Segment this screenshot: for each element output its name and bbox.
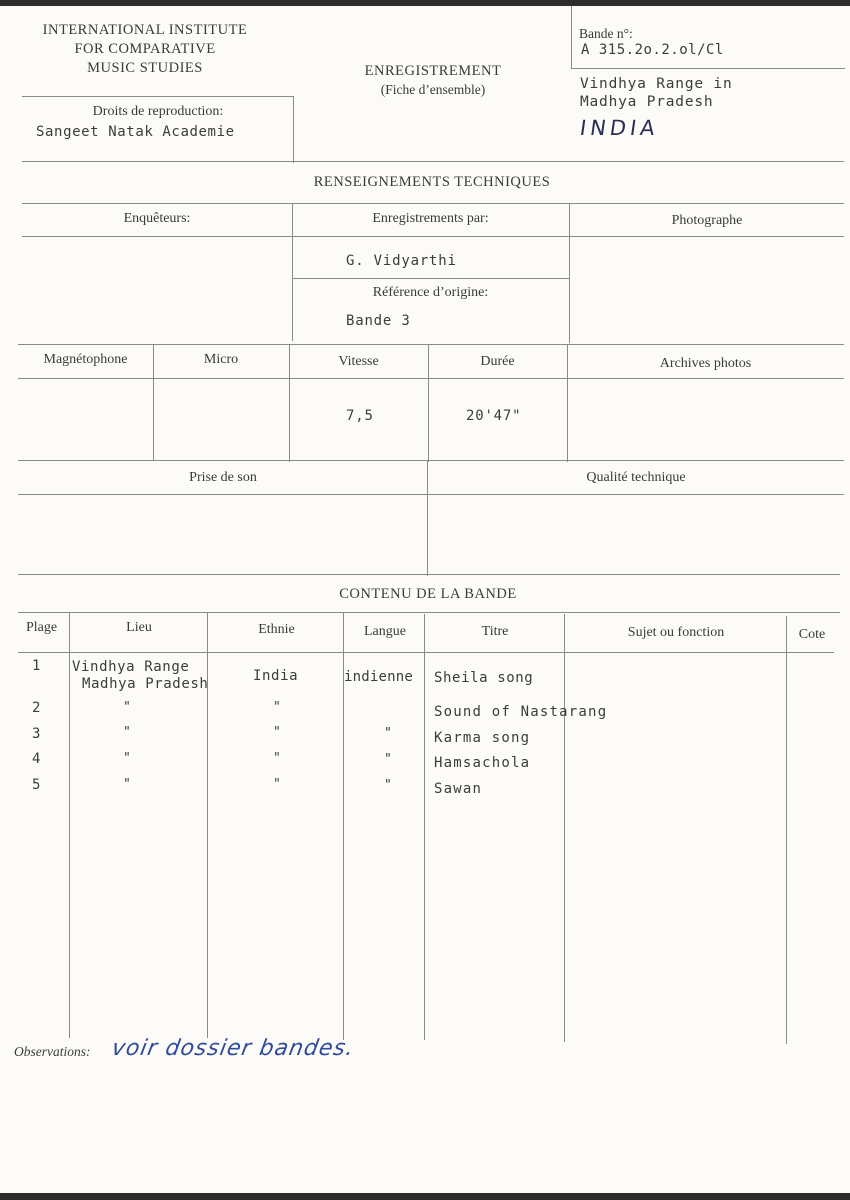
location-line-1: Vindhya Range in [580,76,733,92]
row-5-ethnie: " [273,777,281,792]
header-titre: Titre [481,624,509,639]
row-5-langue: " [384,778,392,793]
enregistrements-par-label: Enregistrements par: [372,211,489,226]
reference-origine-label: Référence d’origine: [372,285,489,300]
tech-section-title: RENSEIGNEMENTS TECHNIQUES [313,174,551,190]
row-1-plage: 1 [32,658,41,674]
row-5-plage: 5 [32,777,41,793]
droits-value: Sangeet Natak Academie [36,124,235,140]
row-2-ethnie: " [273,700,281,715]
institute-name [20,21,270,78]
archive-record-card [0,6,850,1193]
row-2-plage: 2 [32,700,41,716]
row-4-ethnie: " [273,751,281,766]
row-3-lieu: " [123,725,131,740]
prise-de-son-label: Prise de son [189,470,257,485]
row-3-langue: " [384,726,392,741]
photographe-label: Photographe [671,213,743,228]
row-1-lieu-line-1: Vindhya Range [72,659,190,675]
row-2-titre: Sound of Nastarang [434,704,608,720]
institute-line-1: INTERNATIONAL INSTITUTE [42,22,248,38]
row-4-lieu: " [123,751,131,766]
institute-line-2: FOR COMPARATIVE [74,41,216,57]
header-sujet: Sujet ou fonction [627,625,725,640]
row-4-titre: Hamsachola [434,755,531,771]
header-cote: Cote [798,627,826,642]
header-lieu: Lieu [126,620,152,635]
row-3-ethnie: " [273,725,281,740]
vitesse-value: 7,5 [346,408,374,424]
micro-label: Micro [203,352,239,367]
institute-line-3: MUSIC STUDIES [87,60,203,76]
row-5-titre: Sawan [434,781,483,797]
bande-number-value: A 315.2o.2.ol/Cl [581,42,724,58]
row-3-plage: 3 [32,726,41,742]
archives-photos-label: Archives photos [659,356,752,371]
contenu-section-title: CONTENU DE LA BANDE [339,586,517,602]
row-4-langue: " [384,752,392,767]
row-1-ethnie: India [253,668,299,684]
observations-handwritten: voir dossier bandes. [109,1036,357,1061]
droits-label: Droits de reproduction: [92,104,224,119]
qualite-technique-label: Qualité technique [586,470,686,485]
header-ethnie: Ethnie [258,622,295,637]
row-1-lieu-line-2: Madhya Pradesh [82,676,209,692]
header-langue: Langue [364,624,406,639]
row-5-lieu: " [123,777,131,792]
row-3-titre: Karma song [434,730,531,746]
enregistrements-par-value: G. Vidyarthi [346,253,457,269]
row-1-titre: Sheila song [434,670,534,686]
duree-label: Durée [480,354,515,369]
row-2-lieu: " [123,700,131,715]
row-1-langue: indienne [344,669,414,685]
enqueteurs-label: Enquêteurs: [123,211,191,226]
location-line-2: Madhya Pradesh [580,94,714,110]
bande-number-label: Bande n°: [579,26,633,41]
duree-value: 20'47" [466,408,522,424]
enregistrement-subtitle: (Fiche d’ensemble) [380,82,486,97]
observations-label: Observations: [14,1044,91,1059]
enregistrement-title: ENREGISTREMENT [364,63,502,79]
vitesse-label: Vitesse [338,354,379,369]
row-4-plage: 4 [32,751,41,767]
country-handwritten: INDIA [578,116,661,140]
magnetophone-label: Magnétophone [43,352,128,367]
header-plage: Plage [26,620,58,635]
reference-origine-value: Bande 3 [346,313,411,329]
